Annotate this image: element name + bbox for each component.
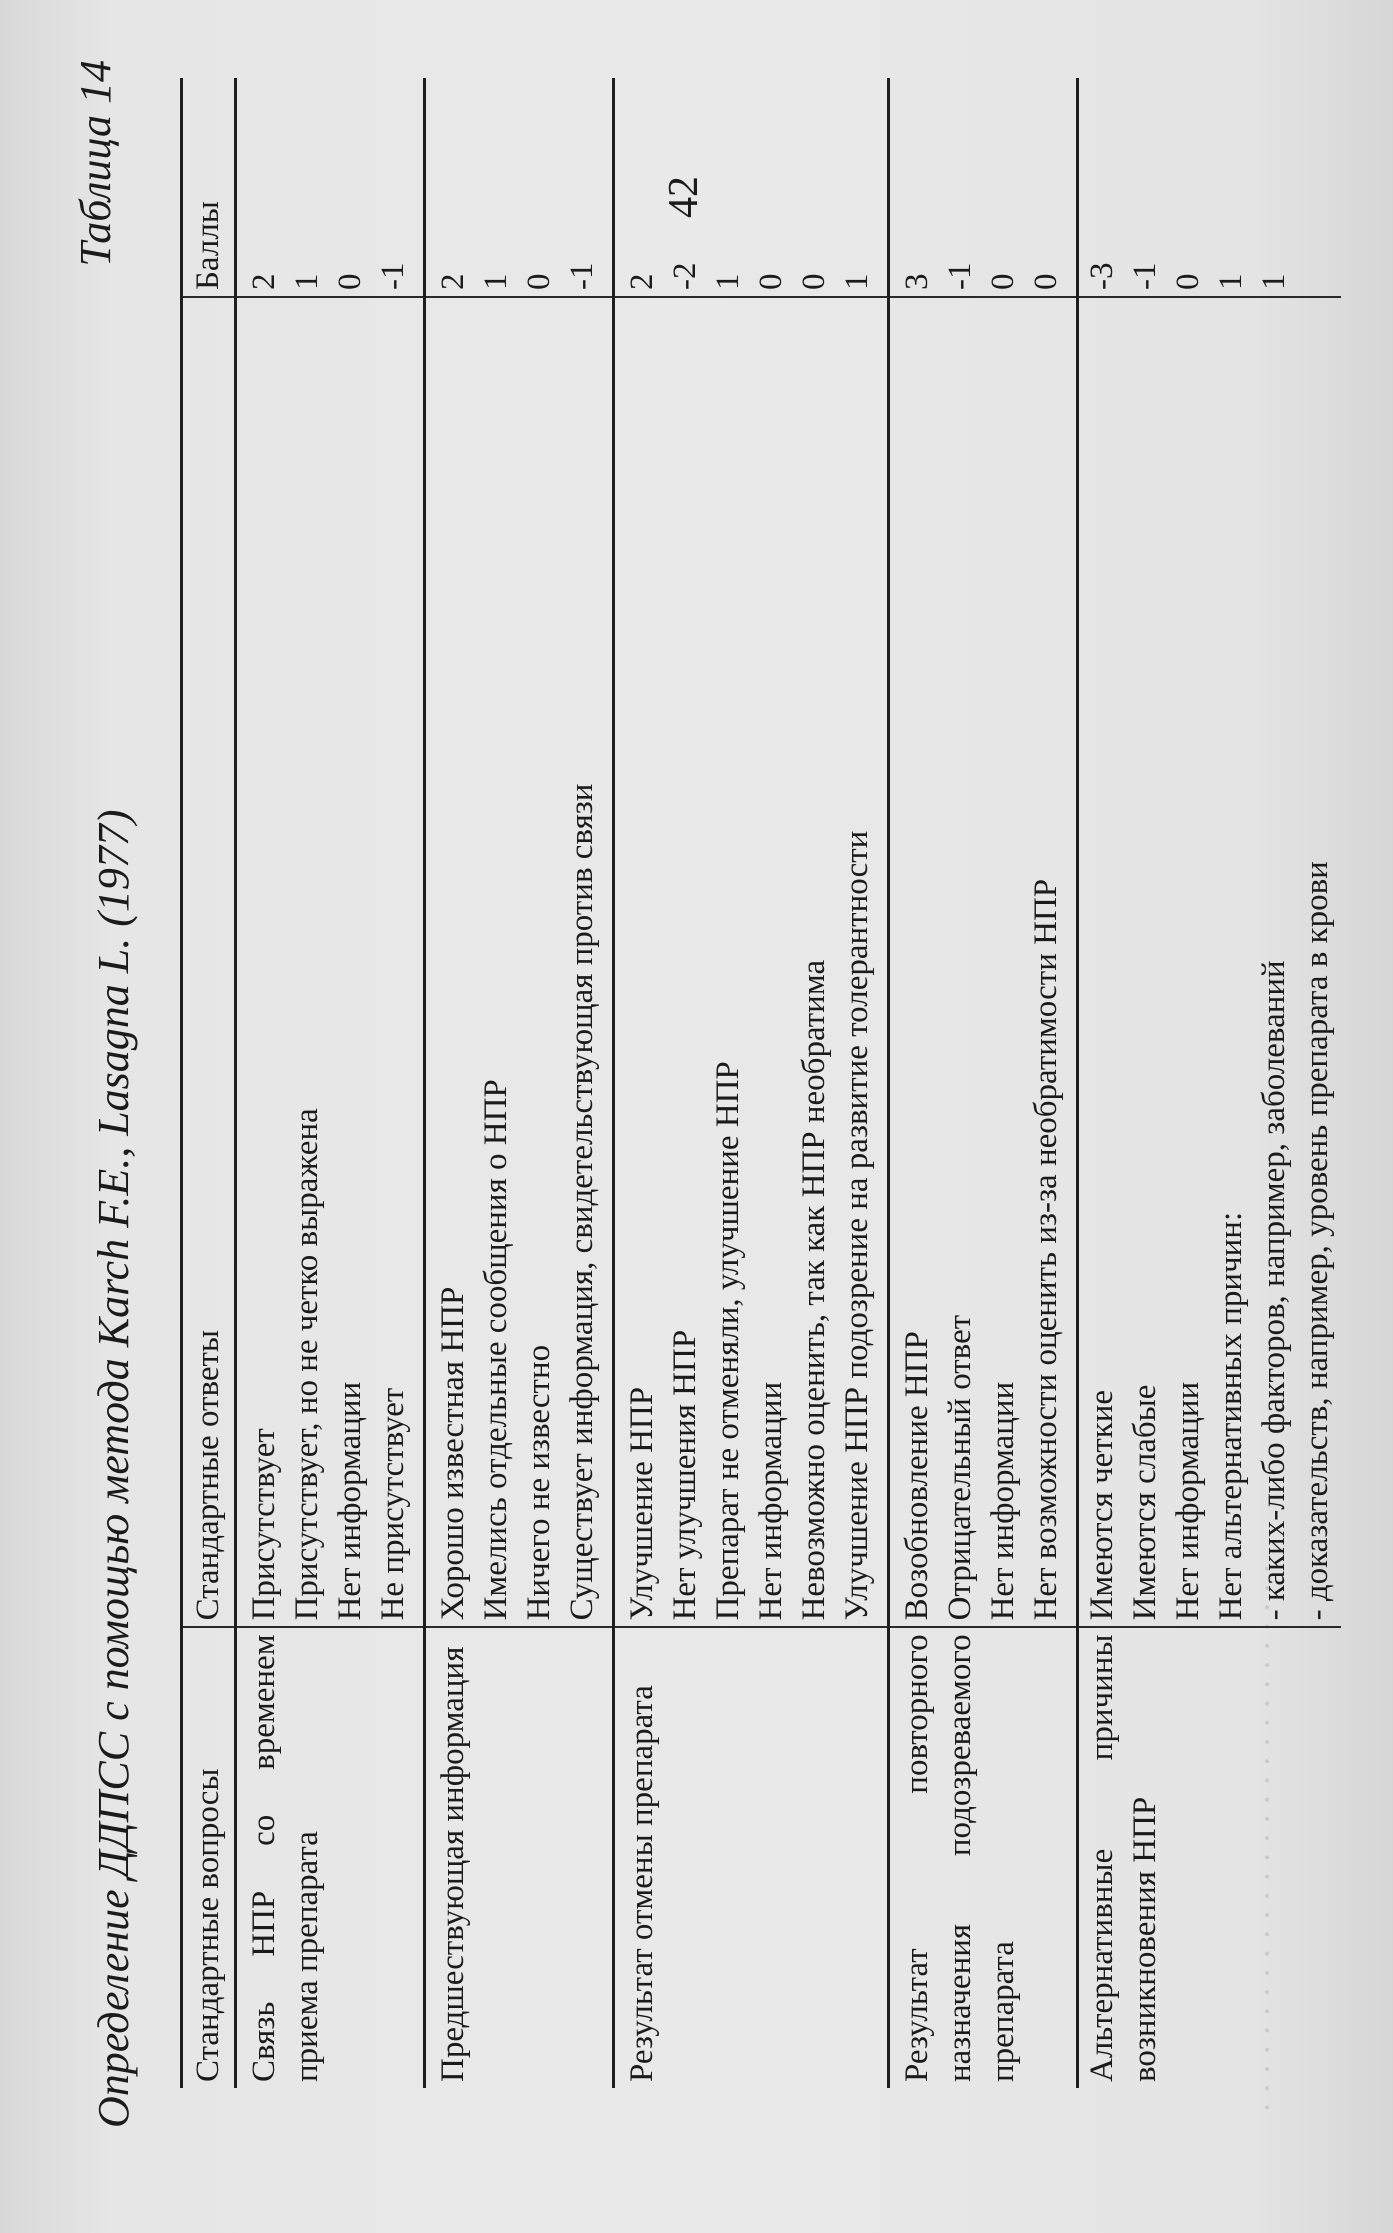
- score: 1: [710, 273, 746, 291]
- table-row: [614, 78, 889, 2088]
- answers-cell: [1078, 297, 1342, 1627]
- scores-cell: [614, 78, 889, 297]
- score: 0: [1170, 273, 1206, 291]
- answer: Существует информация, свидетельствующая против связи: [564, 783, 600, 1621]
- score: 2: [246, 273, 282, 291]
- score: 1: [839, 273, 875, 291]
- question-cell: [614, 1627, 889, 2088]
- score: 0: [985, 273, 1021, 291]
- score: 3: [899, 273, 935, 291]
- score: -1: [564, 262, 600, 291]
- scores-cell: [425, 78, 614, 297]
- answer: Нет информации: [1170, 1381, 1206, 1621]
- answers-cell: [614, 297, 889, 1627]
- page-number: 42: [661, 176, 707, 218]
- answer: Не присутствует: [375, 1387, 411, 1621]
- question-text: Результат отмены препарата: [624, 1685, 660, 2082]
- score: 2: [624, 273, 660, 291]
- scoring-table: [180, 78, 1341, 2088]
- answer: Улучшение НПР подозрение на развитие толерантности: [839, 830, 875, 1621]
- score: 1: [478, 273, 514, 291]
- score: 0: [521, 273, 557, 291]
- table-row: [1078, 78, 1342, 2088]
- scores-cell: [889, 78, 1078, 297]
- score: -1: [942, 262, 978, 291]
- question-text: Связь НПР со временем приема препарата: [246, 1634, 325, 2082]
- answer: - доказательств, например, уровень препарата в крови: [1299, 861, 1335, 1621]
- answer: Отрицательный ответ: [942, 1314, 978, 1621]
- answers-cell: [425, 297, 614, 1627]
- header-scores: Баллы: [182, 78, 236, 297]
- question-cell: [425, 1627, 614, 2088]
- score: -1: [1127, 262, 1163, 291]
- question-text: Альтернативные причины возникновения НПР: [1084, 1634, 1163, 2082]
- answer: Присутствует, но не четко выражена: [289, 1108, 325, 1621]
- answer: Нет улучшения НПР: [667, 1329, 703, 1621]
- table-header-row: [182, 78, 236, 2088]
- question-cell: [236, 1627, 425, 2088]
- scores-cell: [1078, 78, 1342, 297]
- score: 0: [1028, 273, 1064, 291]
- score: 0: [332, 273, 368, 291]
- answer: Хорошо известная НПР: [435, 1286, 471, 1621]
- answer: Нет информации: [753, 1381, 789, 1621]
- question-cell: [889, 1627, 1078, 2088]
- score: 2: [435, 273, 471, 291]
- header-questions: Стандартные вопросы: [182, 1627, 236, 2088]
- score: 1: [1256, 273, 1292, 291]
- table-row: [889, 78, 1078, 2088]
- answer: - каких-либо факторов, например, заболеваний: [1256, 960, 1292, 1621]
- answer: Нет альтернативных причин:: [1213, 1211, 1249, 1621]
- score: 0: [796, 273, 832, 291]
- scores-cell: [236, 78, 425, 297]
- score: -1: [375, 262, 411, 291]
- question-text: Предшествующая информация: [435, 1646, 471, 2082]
- answer: Нет информации: [985, 1381, 1021, 1621]
- answer: Невозможно оценить, так как НПР необратима: [796, 959, 832, 1621]
- answer: Имеются четкие: [1084, 1389, 1120, 1621]
- score: -2: [667, 262, 703, 291]
- bleed-through-text: · · · · · · · · · · · · · · · · · · · · · · · · · · · · ·: [1250, 1563, 1286, 2113]
- answer: Присутствует: [246, 1428, 282, 1621]
- table-number: Таблица 14: [71, 60, 120, 267]
- answer: Имеются слабые: [1127, 1384, 1163, 1621]
- score: -3: [1084, 262, 1120, 291]
- question-cell: [1078, 1627, 1342, 2088]
- answers-cell: [236, 297, 425, 1627]
- answer: Ничего не известно: [521, 1344, 557, 1621]
- score: 1: [289, 273, 325, 291]
- answer: Возобновление НПР: [899, 1331, 935, 1621]
- question-text: Результат повторного назначения подозреваемого препарата: [899, 1634, 1021, 2082]
- answer: Нет информации: [332, 1381, 368, 1621]
- answers-cell: [889, 297, 1078, 1627]
- table-row: [425, 78, 614, 2088]
- score: 1: [1213, 273, 1249, 291]
- answer: Нет возможности оценить из-за необратимости НПР: [1028, 878, 1064, 1621]
- answer: Имелись отдельные сообщения о НПР: [478, 1079, 514, 1621]
- table-caption: Определение ДДПСС с помощью метода Karch F.E., Lasagna L. (1977): [89, 809, 138, 2128]
- answer: Препарат не отменяли, улучшение НПР: [710, 1061, 746, 1621]
- table-row: [236, 78, 425, 2088]
- score: 0: [753, 273, 789, 291]
- header-answers: Стандартные ответы: [182, 297, 236, 1627]
- answer: Улучшение НПР: [624, 1386, 660, 1621]
